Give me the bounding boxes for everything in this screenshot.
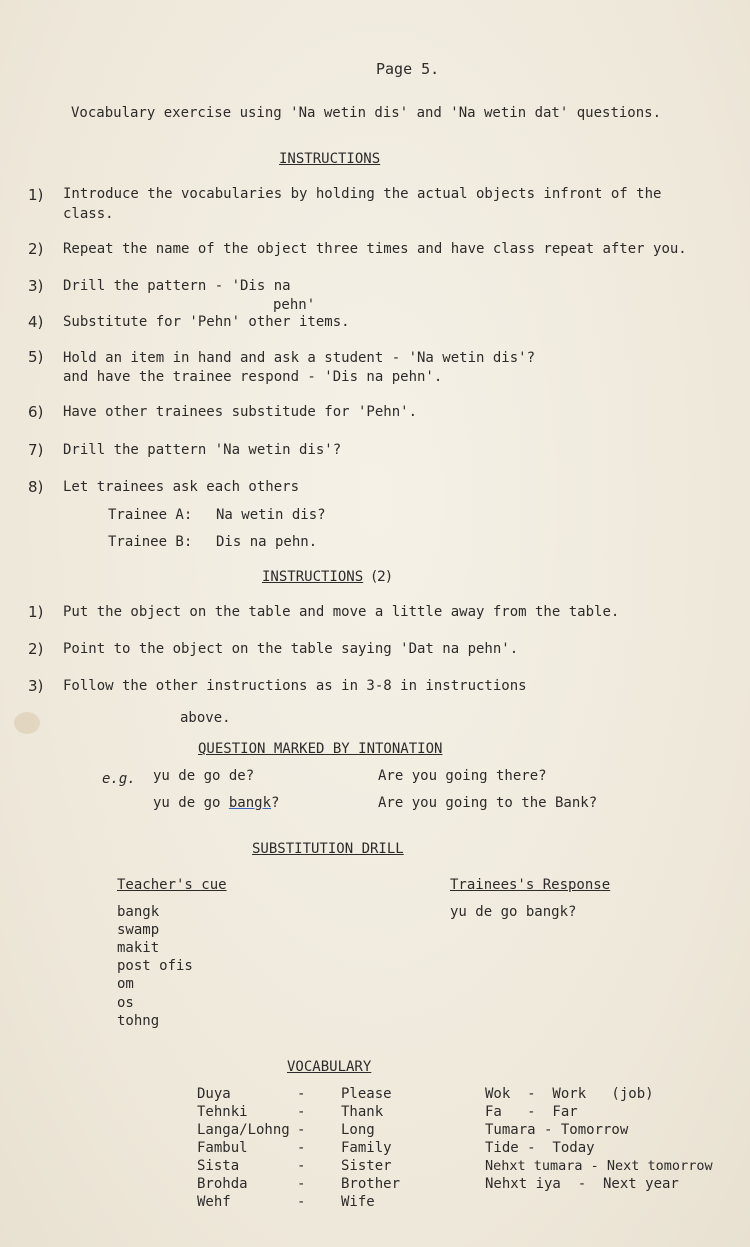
instruction-text: above.	[180, 710, 231, 726]
vocab-dash: -	[297, 1176, 306, 1192]
vocab-pidgin: Langa/Lohng	[197, 1122, 290, 1138]
instruction-text: Follow the other instructions as in 3-8 in instructions	[63, 678, 527, 694]
vocab-pidgin: Tehnki	[197, 1104, 248, 1120]
teacher-cue-header: Teacher's cue	[117, 877, 227, 893]
instruction-number: 3)	[28, 277, 44, 295]
substitution-heading: SUBSTITUTION DRILL	[252, 841, 404, 857]
paper-stain	[14, 712, 40, 734]
instructions2-heading: INSTRUCTIONS	[262, 569, 364, 585]
cue-item: post ofis	[117, 958, 193, 974]
vocab-pair: Tide - Today	[485, 1140, 595, 1156]
instructions2-heading-row	[262, 569, 391, 585]
instruction-number: 1)	[28, 603, 44, 621]
instructions-heading: INSTRUCTIONS	[279, 151, 381, 167]
intonation-pidgin	[153, 795, 279, 811]
instruction-number: 2)	[28, 240, 44, 258]
vocab-dash: -	[297, 1104, 306, 1120]
vocab-english: Brother	[341, 1176, 401, 1192]
instruction-text: Hold an item in hand and ask a student - 'Na wetin dis'?	[63, 350, 536, 366]
vocab-pair: Nehxt iya - Next year	[485, 1176, 679, 1192]
pidgin-text: yu de go	[153, 795, 229, 811]
instruction-number: 4)	[28, 313, 44, 331]
vocab-pidgin: Brohda	[197, 1176, 248, 1192]
vocab-pair: Fa - Far	[485, 1104, 578, 1120]
instruction-text: Repeat the name of the object three times and have class repeat after you.	[63, 241, 687, 257]
trainee-a-line: Na wetin dis?	[216, 507, 326, 523]
intonation-heading: QUESTION MARKED BY INTONATION	[198, 741, 443, 757]
vocab-dash: -	[297, 1122, 306, 1138]
instruction-text: Drill the pattern 'Na wetin dis'?	[63, 442, 342, 458]
page-label: Page 5.	[376, 60, 440, 78]
instruction-number: 2)	[28, 640, 44, 658]
instruction-number: 3)	[28, 677, 44, 695]
vocab-english: Family	[341, 1140, 392, 1156]
pidgin-text: ?	[271, 795, 280, 811]
instruction-number: 5)	[28, 348, 44, 366]
instruction-text: class.	[63, 206, 114, 222]
vocab-english: Sister	[341, 1158, 392, 1174]
vocab-english: Thank	[341, 1104, 384, 1120]
intonation-english: Are you going to the Bank?	[378, 795, 598, 811]
vocab-dash: -	[297, 1158, 306, 1174]
intonation-english: Are you going there?	[378, 768, 547, 784]
vocab-english: Long	[341, 1122, 375, 1138]
cue-item: bangk	[117, 904, 160, 920]
instruction-number: 6)	[28, 403, 44, 421]
instruction-text: Introduce the vocabularies by holding the actual objects infront of the	[63, 186, 662, 202]
vocab-pidgin: Wehf	[197, 1194, 231, 1210]
instruction-text: Point to the object on the table saying 'Dat na pehn'.	[63, 641, 519, 657]
example-label: e.g.	[102, 771, 136, 787]
vocab-dash: -	[297, 1140, 306, 1156]
instruction-number: 8)	[28, 478, 44, 496]
instruction-text: and have the trainee respond - 'Dis na pehn'.	[63, 369, 443, 385]
page-subtitle: Vocabulary exercise using 'Na wetin dis' and 'Na wetin dat' questions.	[71, 105, 662, 121]
vocab-english: Wife	[341, 1194, 375, 1210]
instructions2-heading-suffix: (2)	[371, 569, 392, 585]
vocab-pidgin: Fambul	[197, 1140, 248, 1156]
pidgin-underlined-word: bangk	[228, 795, 272, 811]
cue-item: os	[117, 995, 134, 1011]
cue-item: om	[117, 976, 134, 992]
trainee-response: yu de go bangk?	[450, 904, 577, 920]
instruction-text: pehn'	[273, 297, 316, 313]
instruction-number: 7)	[28, 441, 44, 459]
vocab-pair: Wok - Work (job)	[485, 1086, 654, 1102]
instruction-text: Substitute for 'Pehn' other items.	[63, 314, 350, 330]
vocab-dash: -	[297, 1194, 306, 1210]
trainee-b-label: Trainee B:	[108, 534, 193, 550]
instruction-text: Let trainees ask each others	[63, 479, 300, 495]
trainee-a-label: Trainee A:	[108, 507, 193, 523]
vocab-pair: Nehxt tumara - Next tomorrow	[485, 1158, 713, 1174]
vocab-pidgin: Sista	[197, 1158, 240, 1174]
vocab-pair: Tumara - Tomorrow	[485, 1122, 629, 1138]
instruction-number: 1)	[28, 186, 44, 204]
vocab-english: Please	[341, 1086, 392, 1102]
vocab-dash: -	[297, 1086, 306, 1102]
vocab-pidgin: Duya	[197, 1086, 231, 1102]
vocabulary-heading: VOCABULARY	[287, 1059, 372, 1075]
trainee-response-header: Trainees's Response	[450, 877, 611, 893]
instruction-text: Have other trainees substitude for 'Pehn'.	[63, 404, 418, 420]
cue-item: tohng	[117, 1013, 160, 1029]
instruction-text: Drill the pattern - 'Dis na	[63, 278, 291, 294]
intonation-pidgin: yu de go de?	[153, 768, 255, 784]
instruction-text: Put the object on the table and move a little away from the table.	[63, 604, 620, 620]
trainee-b-line: Dis na pehn.	[216, 534, 318, 550]
cue-item: swamp	[117, 922, 160, 938]
cue-item: makit	[117, 940, 160, 956]
